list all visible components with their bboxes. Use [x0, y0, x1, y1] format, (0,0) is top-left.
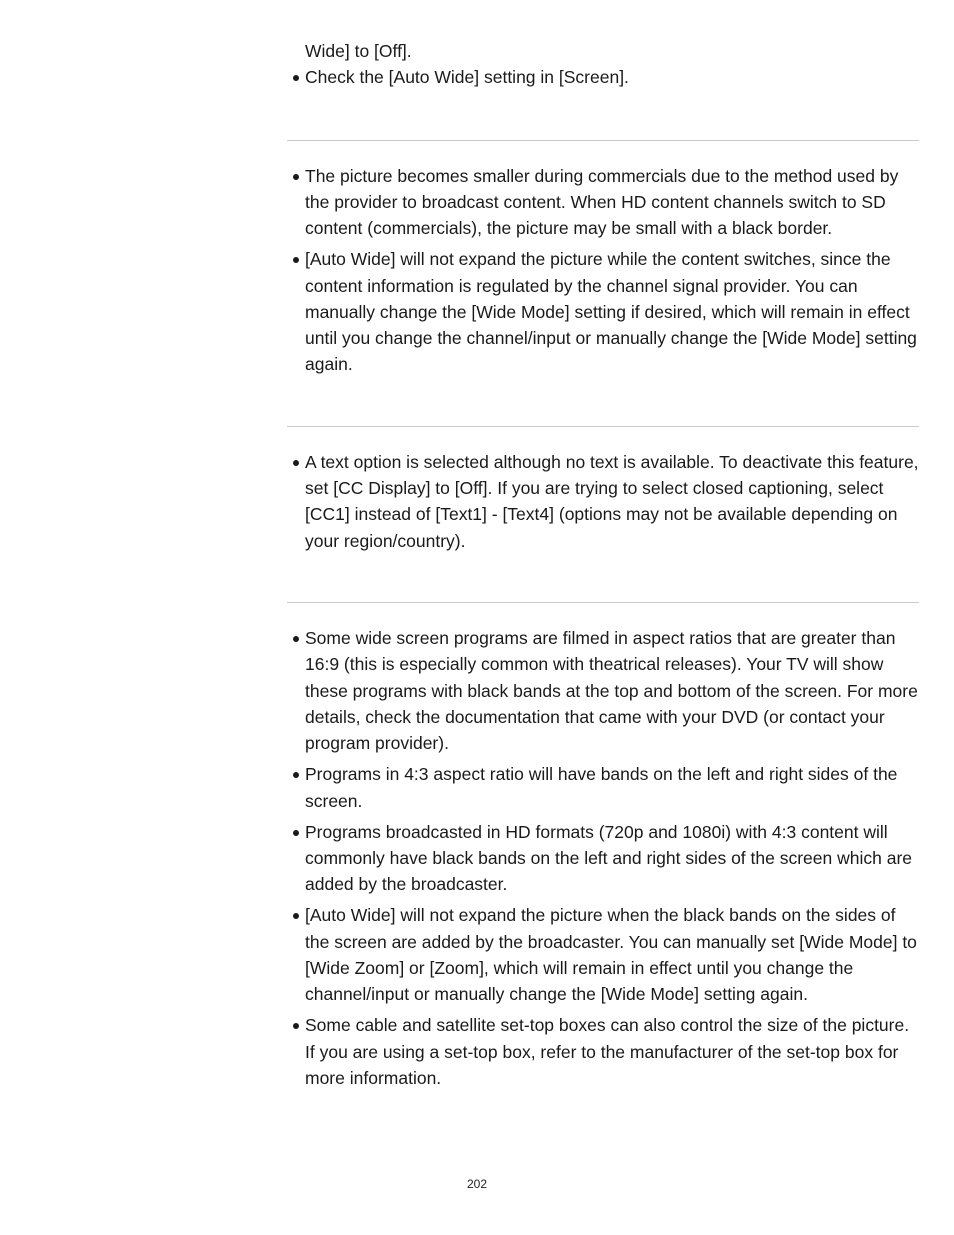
continued-text: Wide] to [Off]. — [305, 41, 412, 61]
list-item: Some wide screen programs are filmed in aspect ratios that are greater than 16:9 (this is especially common with theatrical releases). Your TV will show these programs with black bands at the top and bottom of the screen. For more details, check the documentation that came with your DVD (or contact your program provider). — [287, 625, 919, 756]
list-item: Check the [Auto Wide] setting in [Screen]. — [287, 64, 919, 90]
section-2-list — [287, 449, 919, 554]
page-number: 202 — [466, 1177, 488, 1191]
list-item: Programs in 4:3 aspect ratio will have bands on the left and right sides of the screen. — [287, 761, 919, 814]
section-divider — [287, 602, 919, 603]
list-item: [Auto Wide] will not expand the picture while the content switches, since the content information is regulated by the channel signal provider. You can manually change the [Wide Mode] setting if desired, which will remain in effect until you change the channel/input or manually change the [Wide Mode] setting again. — [287, 246, 919, 377]
list-item: Some cable and satellite set-top boxes can also control the size of the picture. If you are using a set-top box, refer to the manufacturer of the set-top box for more information. — [287, 1012, 919, 1091]
section-divider — [287, 426, 919, 427]
section-divider — [287, 140, 919, 141]
page-content — [287, 38, 919, 1096]
list-item: A text option is selected although no text is available. To deactivate this feature, set [CC Display] to [Off]. If you are trying to select closed captioning, select [CC1] instead of [Text1] - [Text4] (options may not be available depending on your region/country). — [287, 449, 919, 554]
section-3-list — [287, 625, 919, 1091]
intro-list — [287, 64, 919, 90]
list-item: Programs broadcasted in HD formats (720p and 1080i) with 4:3 content will commonly have black bands on the left and right sides of the screen which are added by the broadcaster. — [287, 819, 919, 898]
list-item: The picture becomes smaller during commercials due to the method used by the provider to broadcast content. When HD content channels switch to SD content (commercials), the picture may be small with a black border. — [287, 163, 919, 242]
list-item: [Auto Wide] will not expand the picture when the black bands on the sides of the screen are added by the broadcaster. You can manually set [Wide Mode] to [Wide Zoom] or [Zoom], which will remain in effect until you change the channel/input or manually change the [Wide Mode] setting again. — [287, 902, 919, 1007]
section-1-list — [287, 163, 919, 378]
